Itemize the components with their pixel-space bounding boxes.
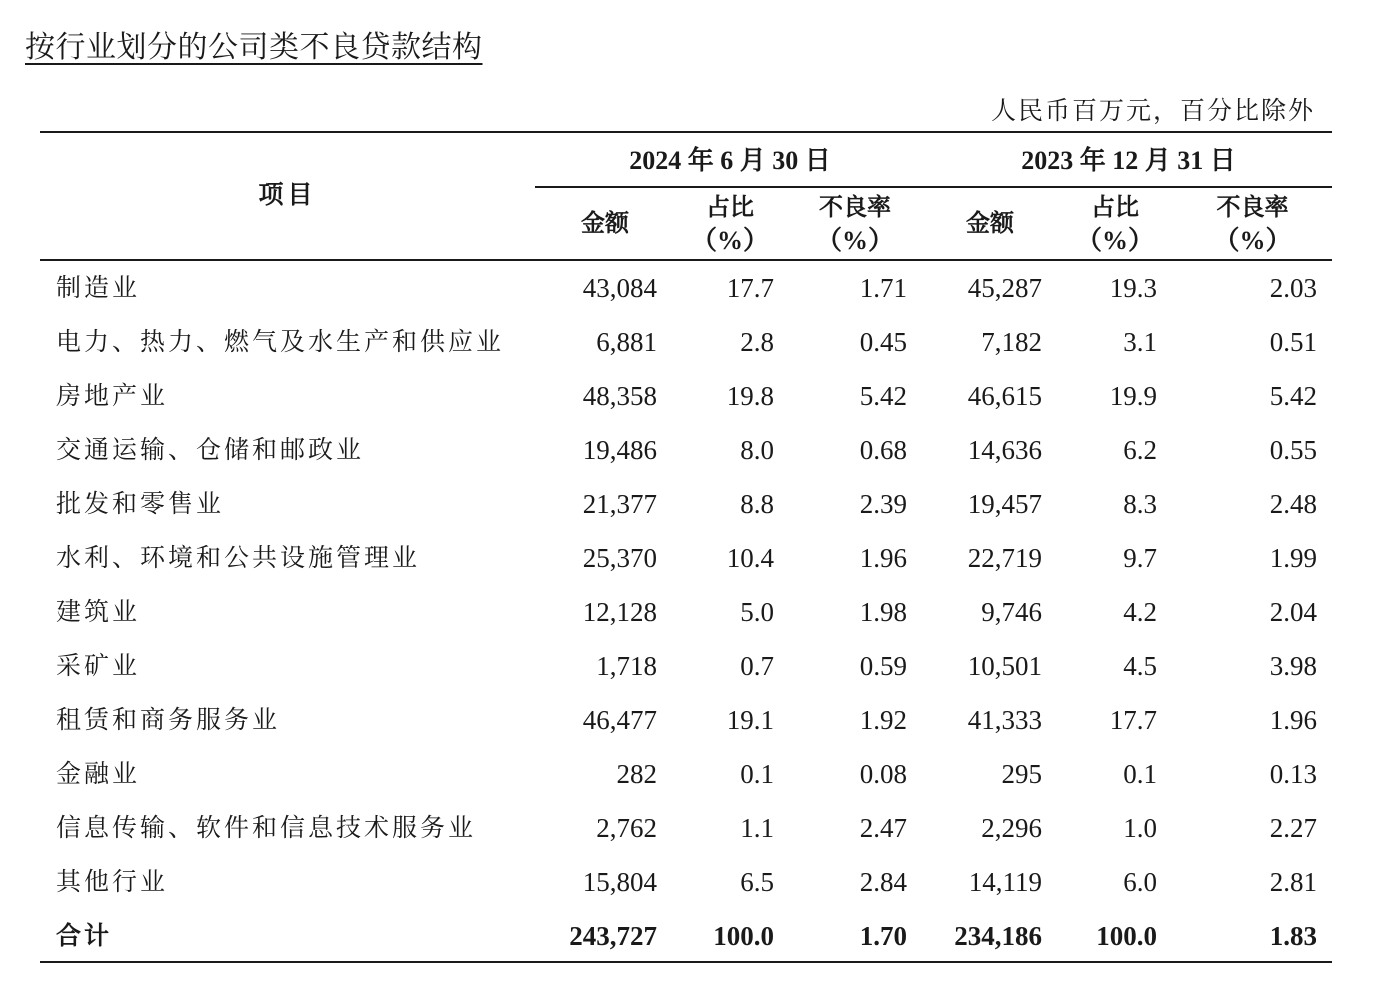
header-2024-npl-unit: （%）	[815, 226, 894, 255]
total-2024-npl: 1.70	[859, 921, 907, 951]
row-2024-share: 2.8	[740, 327, 774, 357]
table-row	[40, 477, 1332, 531]
row-item: 水利、环境和公共设施管理业	[56, 543, 421, 572]
table-row	[40, 369, 1332, 423]
header-2024-npl-label: 不良率	[819, 193, 891, 221]
row-2023-share: 8.3	[1123, 489, 1157, 519]
total-label: 合计	[56, 921, 113, 950]
table-row	[40, 531, 1332, 585]
row-2024-share: 0.7	[740, 651, 774, 681]
row-2023-npl: 1.99	[1269, 543, 1317, 573]
total-2023-npl: 1.83	[1269, 921, 1317, 951]
row-2023-npl: 0.13	[1269, 759, 1317, 789]
row-item: 建筑业	[56, 597, 141, 626]
row-2024-amount: 282	[616, 759, 657, 789]
row-2024-npl: 2.47	[859, 813, 907, 843]
table-row	[40, 585, 1332, 639]
row-2023-share: 0.1	[1123, 759, 1157, 789]
row-item: 信息传输、软件和信息技术服务业	[56, 813, 477, 842]
row-item: 其他行业	[56, 867, 169, 896]
row-2024-amount: 1,718	[596, 651, 657, 681]
row-2023-share: 9.7	[1123, 543, 1157, 573]
row-2024-share: 8.8	[740, 489, 774, 519]
row-2024-amount: 43,084	[582, 273, 657, 303]
header-period-2023: 2023 年 12 月 31 日	[1021, 146, 1236, 175]
table-row	[40, 855, 1332, 909]
row-2023-share: 4.2	[1123, 597, 1157, 627]
row-2024-npl: 0.45	[859, 327, 907, 357]
row-2024-npl: 2.84	[859, 867, 907, 897]
row-2024-npl: 1.98	[859, 597, 907, 627]
header-2023-npl	[1190, 191, 1315, 257]
row-2023-amount: 46,615	[967, 381, 1042, 411]
header-2024-amount: 金额	[581, 209, 629, 237]
page-title: 按行业划分的公司类不良贷款结构	[25, 30, 483, 65]
table-row	[40, 801, 1332, 855]
row-item: 批发和零售业	[56, 489, 225, 518]
row-2024-share: 17.7	[726, 273, 774, 303]
table-row	[40, 693, 1332, 747]
row-2023-share: 4.5	[1123, 651, 1157, 681]
header-period-2024: 2024 年 6 月 30 日	[629, 146, 831, 175]
row-2023-npl: 1.96	[1269, 705, 1317, 735]
row-2023-amount: 14,119	[968, 867, 1042, 897]
row-2023-amount: 19,457	[967, 489, 1042, 519]
total-2024-share: 100.0	[713, 921, 774, 951]
header-2024-share	[680, 191, 780, 257]
row-item: 交通运输、仓储和邮政业	[56, 435, 365, 464]
row-2024-npl: 0.08	[859, 759, 907, 789]
header-2023-npl-unit: （%）	[1213, 226, 1292, 255]
row-2023-npl: 2.03	[1269, 273, 1317, 303]
row-2023-amount: 45,287	[967, 273, 1042, 303]
table-row	[40, 639, 1332, 693]
row-2023-amount: 2,296	[981, 813, 1042, 843]
header-2024-npl	[795, 191, 915, 257]
row-2024-amount: 48,358	[582, 381, 657, 411]
row-2023-npl: 2.81	[1269, 867, 1317, 897]
row-2023-npl: 5.42	[1269, 381, 1317, 411]
table-row	[40, 315, 1332, 369]
row-2024-share: 5.0	[740, 597, 774, 627]
row-2024-share: 6.5	[740, 867, 774, 897]
row-2023-amount: 41,333	[967, 705, 1042, 735]
row-2024-share: 10.4	[726, 543, 774, 573]
row-2024-share: 8.0	[740, 435, 774, 465]
row-2024-npl: 5.42	[859, 381, 907, 411]
row-2023-npl: 2.27	[1269, 813, 1317, 843]
row-2023-amount: 14,636	[967, 435, 1042, 465]
row-2024-share: 19.8	[726, 381, 774, 411]
header-2023-share-unit: （%）	[1075, 226, 1154, 255]
table-row	[40, 261, 1332, 315]
unit-note: 人民币百万元，百分比除外	[990, 96, 1315, 125]
row-2024-npl: 1.92	[859, 705, 907, 735]
row-2023-npl: 3.98	[1269, 651, 1317, 681]
row-2023-amount: 7,182	[981, 327, 1042, 357]
header-2023-share-label: 占比	[1091, 193, 1139, 221]
row-2023-npl: 0.55	[1269, 435, 1317, 465]
row-2023-amount: 22,719	[967, 543, 1042, 573]
header-2023-share	[1065, 191, 1165, 257]
row-2024-amount: 2,762	[596, 813, 657, 843]
total-2023-share: 100.0	[1096, 921, 1157, 951]
row-2023-share: 19.3	[1109, 273, 1157, 303]
row-2023-share: 17.7	[1109, 705, 1157, 735]
total-2024-amount: 243,727	[569, 921, 657, 951]
row-2024-amount: 6,881	[596, 327, 657, 357]
table-period-rule	[535, 186, 1332, 188]
row-2024-npl: 1.96	[859, 543, 907, 573]
table-row	[40, 423, 1332, 477]
header-2023-npl-label: 不良率	[1216, 193, 1289, 221]
row-2023-npl: 0.51	[1269, 327, 1317, 357]
row-2023-npl: 2.48	[1269, 489, 1317, 519]
row-2023-share: 1.0	[1123, 813, 1157, 843]
row-2023-amount: 10,501	[967, 651, 1042, 681]
row-2023-share: 6.0	[1123, 867, 1157, 897]
row-2024-share: 0.1	[740, 759, 774, 789]
row-2024-npl: 0.59	[859, 651, 907, 681]
row-item: 采矿业	[56, 651, 141, 680]
row-2024-amount: 21,377	[582, 489, 657, 519]
row-2023-npl: 2.04	[1269, 597, 1317, 627]
row-2024-amount: 15,804	[582, 867, 657, 897]
row-2023-share: 6.2	[1123, 435, 1157, 465]
row-2023-amount: 9,746	[981, 597, 1042, 627]
row-item: 制造业	[56, 273, 141, 302]
header-2024-share-unit: （%）	[690, 226, 769, 255]
row-2024-amount: 25,370	[582, 543, 657, 573]
header-2024-share-label: 占比	[706, 193, 754, 221]
table-row	[40, 747, 1332, 801]
row-2024-npl: 0.68	[859, 435, 907, 465]
row-2024-amount: 19,486	[582, 435, 657, 465]
row-2024-amount: 46,477	[582, 705, 657, 735]
row-2024-share: 1.1	[740, 813, 774, 843]
table-total-row	[40, 909, 1332, 963]
row-2024-share: 19.1	[726, 705, 774, 735]
row-item: 电力、热力、燃气及水生产和供应业	[56, 327, 505, 356]
header-item: 项目	[258, 180, 317, 209]
row-item: 金融业	[56, 759, 141, 788]
total-2023-amount: 234,186	[954, 921, 1042, 951]
table-top-rule	[40, 131, 1332, 133]
row-item: 房地产业	[56, 381, 169, 410]
row-item: 租赁和商务服务业	[56, 705, 281, 734]
row-2024-npl: 2.39	[859, 489, 907, 519]
header-2023-amount: 金额	[966, 209, 1014, 237]
row-2023-share: 19.9	[1109, 381, 1157, 411]
row-2024-npl: 1.71	[859, 273, 907, 303]
row-2024-amount: 12,128	[582, 597, 657, 627]
row-2023-amount: 295	[1001, 759, 1042, 789]
row-2023-share: 3.1	[1123, 327, 1157, 357]
